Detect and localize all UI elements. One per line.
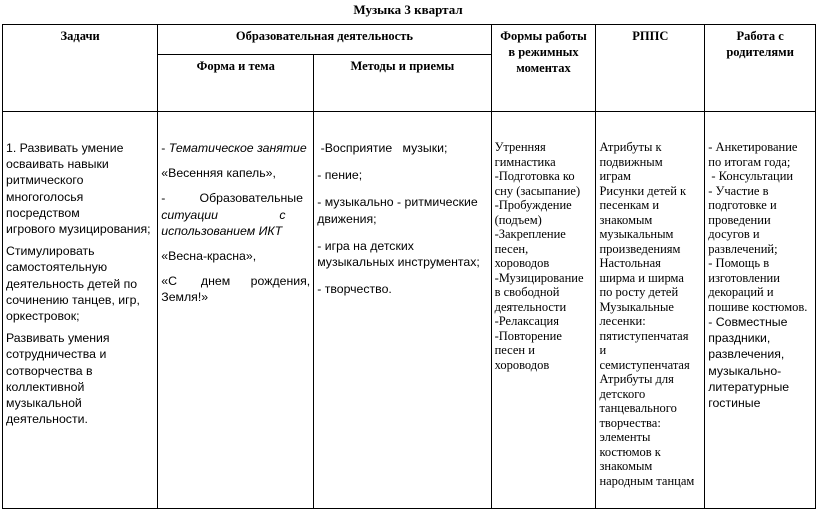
- rpps-cell: [596, 112, 705, 509]
- rpps-line: семиступенчатая: [599, 357, 690, 372]
- header-form-topic: Форма и тема: [158, 55, 314, 112]
- rpps-line: музыкальным: [599, 227, 674, 241]
- rpps-line: по росту детей: [599, 285, 679, 299]
- rpps-line: играм: [599, 169, 631, 183]
- form-item-1: [161, 140, 310, 156]
- task-line: коллективной: [6, 379, 85, 394]
- parents-line: - Участие в: [708, 183, 769, 198]
- method-line: - музыкально - ритмические: [317, 195, 478, 210]
- task-line: деятельность детей по: [6, 276, 138, 291]
- rpps-line: творчества:: [599, 415, 661, 430]
- header-educational-activity: Образовательная деятельность: [158, 25, 491, 55]
- header-regime-line: в режимных: [508, 45, 579, 59]
- parents-line: литературные: [708, 379, 790, 394]
- rpps-line: Рисунки детей к: [599, 183, 687, 198]
- method-line: - творчество.: [317, 282, 392, 297]
- parents-line: досугов и: [708, 227, 760, 241]
- task-line: сотрудничества и: [6, 347, 107, 362]
- page-title: Музыка 3 квартал: [353, 2, 463, 17]
- task-line: самостоятельную: [6, 260, 108, 275]
- parents-line: подготовке и: [708, 198, 777, 212]
- rpps-line: песенкам и: [599, 198, 660, 212]
- form-name: «Весенняя капель»,: [161, 166, 276, 181]
- regime-line: (подъем): [494, 212, 542, 227]
- rpps-line: элементы: [599, 430, 651, 444]
- rpps-line: костюмов к: [599, 444, 661, 459]
- regime-line: -Релаксация: [494, 314, 560, 328]
- rpps-line: танцевального: [599, 401, 677, 415]
- parents-line: проведении: [708, 212, 771, 227]
- rpps-line: и: [599, 343, 607, 357]
- method-line: -Восприятие музыки;: [317, 141, 448, 155]
- parents-line: - Консультации: [708, 169, 794, 183]
- regime-line: хороводов: [494, 357, 550, 372]
- form-line: использованием ИКТ: [161, 223, 283, 238]
- task-line: сочинению танцев, игр,: [6, 292, 140, 307]
- form-name: «Весна-красна»,: [161, 249, 257, 264]
- header-tasks: Задачи: [3, 25, 158, 112]
- header-rpps: РППС: [596, 25, 705, 112]
- form-dash: -: [161, 141, 169, 155]
- parents-line: декораций и: [708, 285, 774, 299]
- forms-cell: [158, 112, 314, 509]
- rpps-line: Музыкальные: [599, 299, 674, 314]
- header-regime-forms: [491, 25, 596, 112]
- form-line: ситуации с: [161, 207, 286, 222]
- regime-line: -Музицирование: [494, 270, 584, 285]
- parents-line: гостиные: [708, 396, 761, 411]
- rpps-line: Настольная: [599, 256, 661, 270]
- regime-line: деятельности: [494, 299, 567, 314]
- rpps-line: ширма и ширма: [599, 270, 684, 285]
- methods-cell: [314, 112, 491, 509]
- rpps-line: детского: [599, 386, 646, 401]
- method-line: музыкальных инструментах;: [317, 255, 480, 270]
- header-regime-line: моментах: [516, 61, 571, 75]
- parents-line: по итогам года;: [708, 154, 791, 169]
- regime-line: гимнастика: [494, 154, 556, 169]
- parents-line: изготовлении: [708, 270, 780, 285]
- parents-line: пошиве костюмов.: [708, 299, 808, 314]
- task-line: игрового музицирования;: [6, 222, 151, 237]
- rpps-line: знакомым: [599, 459, 653, 473]
- parents-cell: [705, 112, 816, 509]
- task-line: деятельности.: [6, 412, 88, 427]
- task-block-3: [6, 330, 154, 427]
- regime-line: -Закрепление: [494, 227, 566, 241]
- form-line: - Образовательные: [161, 191, 303, 206]
- header-parents-line: Работа с: [736, 29, 784, 43]
- task-block-2: [6, 243, 154, 324]
- rpps-line: Атрибуты к: [599, 140, 662, 154]
- regime-line: сну (засыпание): [494, 183, 581, 198]
- regime-line: -Повторение: [494, 328, 562, 343]
- rpps-line: пятиступенчатая: [599, 328, 689, 343]
- rpps-line: Атрибуты для: [599, 372, 674, 386]
- task-line: 1. Развивать умение: [6, 141, 124, 155]
- regime-line: песен и: [494, 343, 535, 357]
- regime-line: -Пробуждение: [494, 198, 572, 212]
- rpps-line: народным танцам: [599, 473, 695, 488]
- task-line: осваивать навыки: [6, 157, 109, 172]
- task-line: Развивать умения: [6, 331, 110, 346]
- method-line: движения;: [317, 211, 377, 226]
- task-line: Стимулировать: [6, 244, 95, 259]
- task-line: оркестровок;: [6, 309, 80, 324]
- parents-line: праздники,: [708, 331, 771, 346]
- method-line: - пение;: [317, 168, 363, 183]
- regime-cell: [491, 112, 596, 509]
- regime-line: хороводов: [494, 256, 550, 270]
- task-line: многоголосья посредством: [6, 189, 84, 220]
- parents-line: - Анкетирование: [708, 140, 798, 154]
- parents-line: - Совместные: [708, 315, 788, 329]
- method-line: - игра на детских: [317, 238, 414, 253]
- task-line: сотворчества в: [6, 363, 93, 378]
- header-parents: [705, 25, 816, 112]
- rpps-line: знакомым: [599, 212, 653, 227]
- tasks-cell: [3, 112, 158, 509]
- parents-line: развлечений;: [708, 241, 778, 256]
- rpps-line: подвижным: [599, 154, 663, 169]
- form-line: «С днем рождения,: [161, 274, 311, 289]
- parents-line: музыкально-: [708, 363, 782, 378]
- regime-line: -Подготовка ко: [494, 169, 575, 183]
- regime-line: песен,: [494, 241, 529, 256]
- header-methods: Методы и приемы: [314, 55, 491, 112]
- rpps-line: произведениям: [599, 241, 681, 256]
- header-regime-line: Формы работы: [500, 29, 587, 43]
- form-line: Земля!»: [161, 290, 209, 305]
- plan-table: [2, 24, 816, 509]
- task-line: ритмического: [6, 173, 84, 188]
- header-parents-line: родителями: [726, 45, 794, 59]
- regime-line: Утренняя: [494, 140, 546, 154]
- task-line: музыкальной: [6, 396, 82, 411]
- task-block-1: [6, 140, 154, 237]
- regime-line: в свободной: [494, 285, 560, 299]
- rpps-line: лесенки:: [599, 314, 646, 328]
- parents-line: - Помощь в: [708, 256, 770, 270]
- form-lesson-type: Тематическое занятие: [168, 141, 307, 155]
- parents-line: развлечения,: [708, 347, 785, 362]
